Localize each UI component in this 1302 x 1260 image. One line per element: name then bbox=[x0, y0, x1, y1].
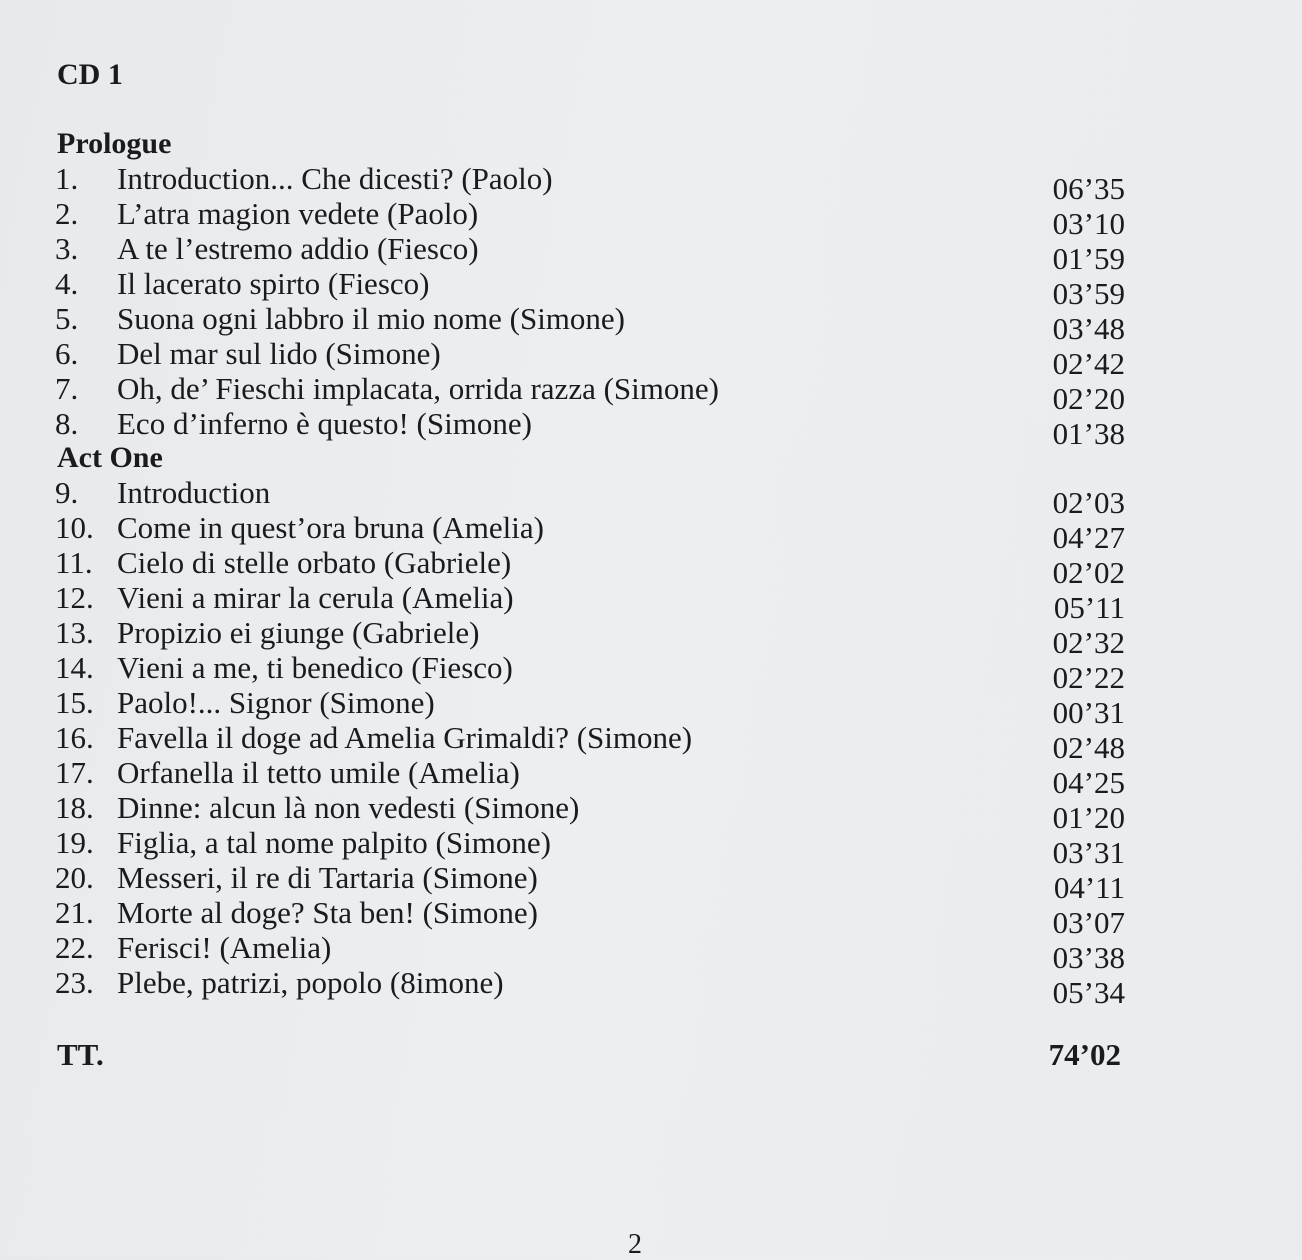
total-time-row bbox=[57, 1037, 1121, 1073]
track-number: 5. bbox=[55, 301, 79, 336]
track-row bbox=[55, 860, 1125, 905]
track-title: Eco d’inferno è questo! (Simone) bbox=[117, 406, 532, 441]
track-number: 8. bbox=[55, 406, 79, 441]
track-title: Suona ogni labbro il mio nome (Simone) bbox=[117, 301, 626, 336]
track-number: 15. bbox=[55, 685, 94, 720]
track-title: Ferisci! (Amelia) bbox=[117, 930, 332, 965]
track-title: Come in quest’ora bruna (Amelia) bbox=[117, 510, 544, 545]
track-number: 11. bbox=[55, 545, 93, 580]
track-duration: 06’35 bbox=[1052, 171, 1125, 206]
track-duration: 02’42 bbox=[1052, 346, 1125, 381]
track-title: Del mar sul lido (Simone) bbox=[117, 336, 441, 371]
track-duration: 03’59 bbox=[1052, 276, 1125, 311]
track-duration: 00’31 bbox=[1052, 695, 1125, 730]
track-number: 3. bbox=[55, 231, 79, 266]
cd-title: CD 1 bbox=[57, 58, 123, 91]
track-duration: 03’48 bbox=[1052, 311, 1125, 346]
track-duration: 04’27 bbox=[1052, 520, 1125, 555]
track-number: 14. bbox=[55, 650, 94, 685]
track-title: Propizio ei giunge (Gabriele) bbox=[117, 615, 480, 650]
track-number: 22. bbox=[55, 930, 94, 965]
track-number: 13. bbox=[55, 615, 94, 650]
track-row bbox=[55, 650, 1125, 695]
track-title: L’atra magion vedete (Paolo) bbox=[117, 196, 479, 231]
track-number: 7. bbox=[55, 371, 79, 406]
track-row bbox=[55, 755, 1125, 800]
track-row bbox=[55, 510, 1125, 555]
track-row bbox=[55, 371, 1125, 416]
track-number: 1. bbox=[55, 161, 79, 196]
total-duration: 74’02 bbox=[1048, 1037, 1121, 1072]
track-number: 18. bbox=[55, 790, 94, 825]
track-title: Morte al doge? Sta ben! (Simone) bbox=[117, 895, 538, 930]
track-duration: 02’03 bbox=[1052, 485, 1125, 520]
section-heading: Act One bbox=[57, 441, 163, 474]
track-number: 19. bbox=[55, 825, 94, 860]
section-act-one bbox=[55, 441, 1125, 1010]
track-title: Plebe, patrizi, popolo (8imone) bbox=[117, 965, 504, 1000]
track-row bbox=[55, 790, 1125, 835]
track-title: A te l’estremo addio (Fiesco) bbox=[117, 231, 479, 266]
track-title: Il lacerato spirto (Fiesco) bbox=[117, 266, 430, 301]
track-duration: 04’11 bbox=[1053, 870, 1125, 905]
track-duration: 01’38 bbox=[1052, 416, 1125, 451]
track-duration: 04’25 bbox=[1052, 765, 1125, 800]
track-title: Favella il doge ad Amelia Grimaldi? (Simone) bbox=[117, 720, 693, 755]
tracklist bbox=[55, 127, 1125, 1010]
track-number: 10. bbox=[55, 510, 94, 545]
track-row bbox=[55, 231, 1125, 276]
track-number: 12. bbox=[55, 580, 94, 615]
track-row bbox=[55, 545, 1125, 590]
track-title: Paolo!... Signor (Simone) bbox=[117, 685, 435, 720]
track-title: Dinne: alcun là non vedesti (Simone) bbox=[117, 790, 580, 825]
track-number: 23. bbox=[55, 965, 94, 1000]
track-title: Cielo di stelle orbato (Gabriele) bbox=[117, 545, 512, 580]
page-number: 2 bbox=[628, 1229, 642, 1260]
track-duration: 05’34 bbox=[1052, 975, 1125, 1010]
track-row bbox=[55, 336, 1125, 381]
track-number: 2. bbox=[55, 196, 79, 231]
track-title: Oh, de’ Fieschi implacata, orrida razza (Simone) bbox=[117, 371, 719, 406]
track-row bbox=[55, 825, 1125, 870]
section-heading: Prologue bbox=[57, 127, 172, 160]
track-duration: 02’02 bbox=[1052, 555, 1125, 590]
track-row bbox=[55, 301, 1125, 346]
track-row bbox=[55, 196, 1125, 241]
track-number: 20. bbox=[55, 860, 94, 895]
track-row bbox=[55, 266, 1125, 311]
track-title: Vieni a mirar la cerula (Amelia) bbox=[117, 580, 514, 615]
track-row bbox=[55, 406, 1125, 451]
track-number: 17. bbox=[55, 755, 94, 790]
track-number: 4. bbox=[55, 266, 79, 301]
track-title: Vieni a me, ti benedico (Fiesco) bbox=[117, 650, 513, 685]
track-number: 16. bbox=[55, 720, 94, 755]
section-prologue bbox=[55, 127, 1125, 451]
track-title: Introduction bbox=[117, 475, 271, 510]
track-row bbox=[55, 475, 1125, 520]
track-duration: 03’31 bbox=[1052, 835, 1125, 870]
track-row bbox=[55, 615, 1125, 660]
track-title: Figlia, a tal nome palpito (Simone) bbox=[117, 825, 551, 860]
track-number: 9. bbox=[55, 475, 79, 510]
track-duration: 02’32 bbox=[1052, 625, 1125, 660]
track-title: Orfanella il tetto umile (Amelia) bbox=[117, 755, 520, 790]
total-label: TT. bbox=[57, 1037, 104, 1072]
track-duration: 01’20 bbox=[1052, 800, 1125, 835]
track-row bbox=[55, 720, 1125, 765]
track-duration: 03’10 bbox=[1052, 206, 1125, 241]
track-row bbox=[55, 161, 1125, 206]
track-row bbox=[55, 965, 1125, 1010]
track-duration: 02’22 bbox=[1052, 660, 1125, 695]
track-number: 6. bbox=[55, 336, 79, 371]
track-duration: 03’38 bbox=[1052, 940, 1125, 975]
track-duration: 02’20 bbox=[1052, 381, 1125, 416]
track-row bbox=[55, 895, 1125, 940]
track-duration: 01’59 bbox=[1052, 241, 1125, 276]
track-title: Messeri, il re di Tartaria (Simone) bbox=[117, 860, 538, 895]
track-row bbox=[55, 685, 1125, 730]
track-duration: 03’07 bbox=[1052, 905, 1125, 940]
track-title: Introduction... Che dicesti? (Paolo) bbox=[117, 161, 553, 196]
track-duration: 05’11 bbox=[1053, 590, 1125, 625]
track-number: 21. bbox=[55, 895, 94, 930]
track-row bbox=[55, 930, 1125, 975]
track-row bbox=[55, 580, 1125, 625]
track-duration: 02’48 bbox=[1052, 730, 1125, 765]
